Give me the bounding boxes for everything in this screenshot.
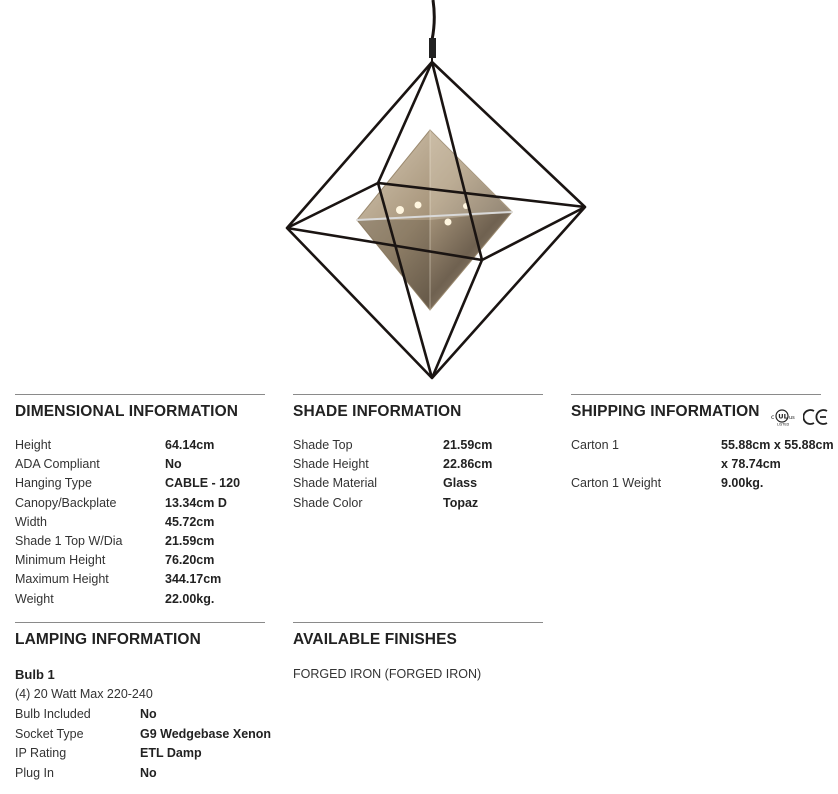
shipping-section xyxy=(571,394,834,504)
spec-value: G9 Wedgebase Xenon xyxy=(140,726,272,741)
spec-row xyxy=(293,475,543,494)
spec-label: Hanging Type xyxy=(15,476,92,491)
spec-row xyxy=(15,765,265,785)
spec-label: Minimum Height xyxy=(15,553,106,568)
spec-value: No xyxy=(165,457,182,472)
bulb-heading: Bulb 1 xyxy=(15,667,55,682)
spec-row xyxy=(571,475,821,494)
spec-label: Shade Height xyxy=(293,457,369,472)
spec-value: No xyxy=(140,765,157,780)
spec-value: 344.17cm xyxy=(165,572,222,587)
section-divider xyxy=(571,394,821,395)
section-title: DIMENSIONAL INFORMATION xyxy=(15,403,239,420)
spec-label: Shade Material xyxy=(293,476,378,491)
spec-row xyxy=(15,475,265,494)
section-title: SHADE INFORMATION xyxy=(293,403,462,420)
spec-row xyxy=(15,571,265,590)
svg-text:us: us xyxy=(789,415,795,421)
spec-label: Shade Color xyxy=(293,495,363,510)
spec-value: Glass xyxy=(443,476,478,491)
spec-value: 22.00kg. xyxy=(165,591,215,606)
finishes-section xyxy=(293,622,543,692)
spec-label: Weight xyxy=(15,591,54,606)
spec-row xyxy=(15,745,265,765)
section-title: AVAILABLE FINISHES xyxy=(293,631,457,648)
spec-value: 22.86cm xyxy=(443,457,493,472)
svg-text:c: c xyxy=(771,414,775,421)
spec-row xyxy=(293,495,543,514)
section-divider xyxy=(15,394,265,395)
pendant-light-image xyxy=(270,0,610,385)
section-title: SHIPPING INFORMATION xyxy=(571,403,760,420)
spec-row xyxy=(15,456,265,475)
spec-value: 45.72cm xyxy=(165,514,215,529)
c-ul-us-listed-icon xyxy=(771,408,797,426)
section-title: LAMPING INFORMATION xyxy=(15,631,201,648)
spec-label: Carton 1 xyxy=(571,438,619,452)
spec-label: Width xyxy=(15,514,47,529)
spec-row xyxy=(15,726,272,746)
certification-marks xyxy=(771,408,829,426)
spec-label: IP Rating xyxy=(15,746,67,760)
spec-value: 13.34cm D xyxy=(165,495,227,510)
section-divider xyxy=(15,622,265,623)
spec-value: Topaz xyxy=(443,495,479,510)
spec-row xyxy=(293,437,543,456)
spec-label: Plug In xyxy=(15,765,54,780)
bulb-description: (4) 20 Watt Max 220-240 xyxy=(15,687,153,701)
spec-label: Height xyxy=(15,438,52,452)
spec-row xyxy=(293,456,543,475)
spec-row xyxy=(15,533,265,552)
spec-value: 21.59cm xyxy=(443,438,493,452)
spec-label: Shade 1 Top W/Dia xyxy=(15,534,123,548)
spec-value: CABLE - 120 xyxy=(165,476,241,491)
spec-row xyxy=(15,706,265,726)
spec-label: Canopy/Backplate xyxy=(15,495,117,510)
spec-row xyxy=(15,495,265,514)
ce-mark-icon xyxy=(803,408,829,426)
spec-label: Maximum Height xyxy=(15,572,109,587)
spec-value-continued: x 78.74cm xyxy=(721,457,781,472)
spec-value: 21.59cm xyxy=(165,534,215,548)
dimensional-section xyxy=(15,394,265,614)
section-divider xyxy=(293,622,543,623)
spec-row xyxy=(571,437,834,475)
section-divider xyxy=(293,394,543,395)
spec-label: Carton 1 Weight xyxy=(571,476,662,491)
shade-section xyxy=(293,394,543,524)
spec-row xyxy=(15,514,265,533)
spec-row xyxy=(15,591,265,610)
spec-value: 76.20cm xyxy=(165,553,215,568)
spec-label: Socket Type xyxy=(15,726,84,741)
spec-value: ETL Damp xyxy=(140,746,202,760)
spec-row xyxy=(15,552,265,571)
spec-label: Shade Top xyxy=(293,438,353,452)
spec-label: Bulb Included xyxy=(15,707,91,721)
svg-text:LISTED: LISTED xyxy=(777,422,790,426)
spec-value: 9.00kg. xyxy=(721,476,764,491)
svg-text:UL: UL xyxy=(778,412,788,421)
spec-value: No xyxy=(140,707,157,721)
finish-item: FORGED IRON (FORGED IRON) xyxy=(293,667,482,681)
spec-value: 64.14cm xyxy=(165,438,215,452)
spec-value: 55.88cm x 55.88cm xyxy=(721,438,834,452)
lamping-section xyxy=(15,622,272,787)
spec-row xyxy=(15,437,265,456)
spec-label: ADA Compliant xyxy=(15,457,100,472)
